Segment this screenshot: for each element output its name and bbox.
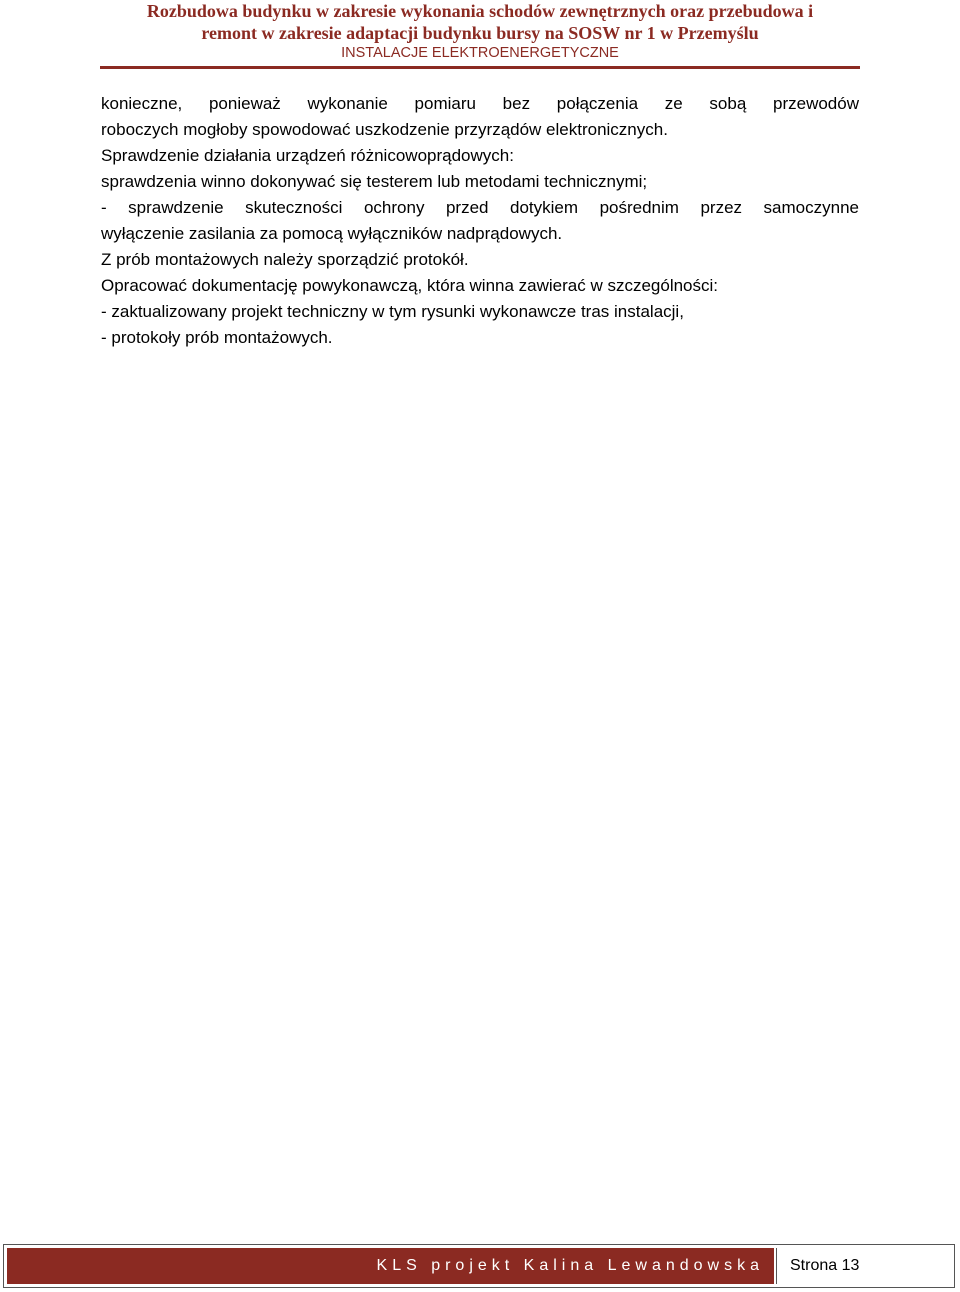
body-line: Z prób montażowych należy sporządzić protokół. [101, 250, 469, 269]
document-body [101, 91, 859, 351]
header-divider [100, 66, 860, 69]
body-line: - sprawdzenie skuteczności ochrony przed dotykiem pośrednim przez samoczynne [101, 198, 859, 217]
body-line: konieczne, ponieważ wykonanie pomiaru bez połączenia ze sobą przewodów [101, 94, 859, 113]
header-section-name: INSTALACJE ELEKTROENERGETYCZNE [341, 45, 619, 61]
body-line: Sprawdzenie działania urządzeń różnicowoprądowych: [101, 146, 514, 165]
body-line: Opracować dokumentację powykonawczą, która winna zawierać w szczególności: [101, 276, 719, 295]
page-number: Strona 13 [790, 1257, 860, 1274]
body-line: - zaktualizowany projekt techniczny w tym rysunki wykonawcze tras instalacji, [101, 302, 684, 321]
header-title-line-2: remont w zakresie adaptacji budynku bursy na SOSW nr 1 w Przemyślu [201, 23, 759, 43]
body-line: wyłączenie zasilania za pomocą wyłączników nadprądowych. [101, 224, 563, 243]
footer-company-bar: KLS projekt Kalina Lewandowska [7, 1248, 774, 1284]
body-line: roboczych mogłoby spowodować uszkodzenie przyrządów elektronicznych. [101, 120, 668, 139]
header-title-line-1: Rozbudowa budynku w zakresie wykonania schodów zewnętrznych oraz przebudowa i [146, 1, 814, 21]
footer-divider [776, 1248, 777, 1284]
body-line: - protokoły prób montażowych. [101, 328, 333, 347]
body-line: sprawdzenia winno dokonywać się testerem lub metodami technicznymi; [101, 172, 648, 191]
